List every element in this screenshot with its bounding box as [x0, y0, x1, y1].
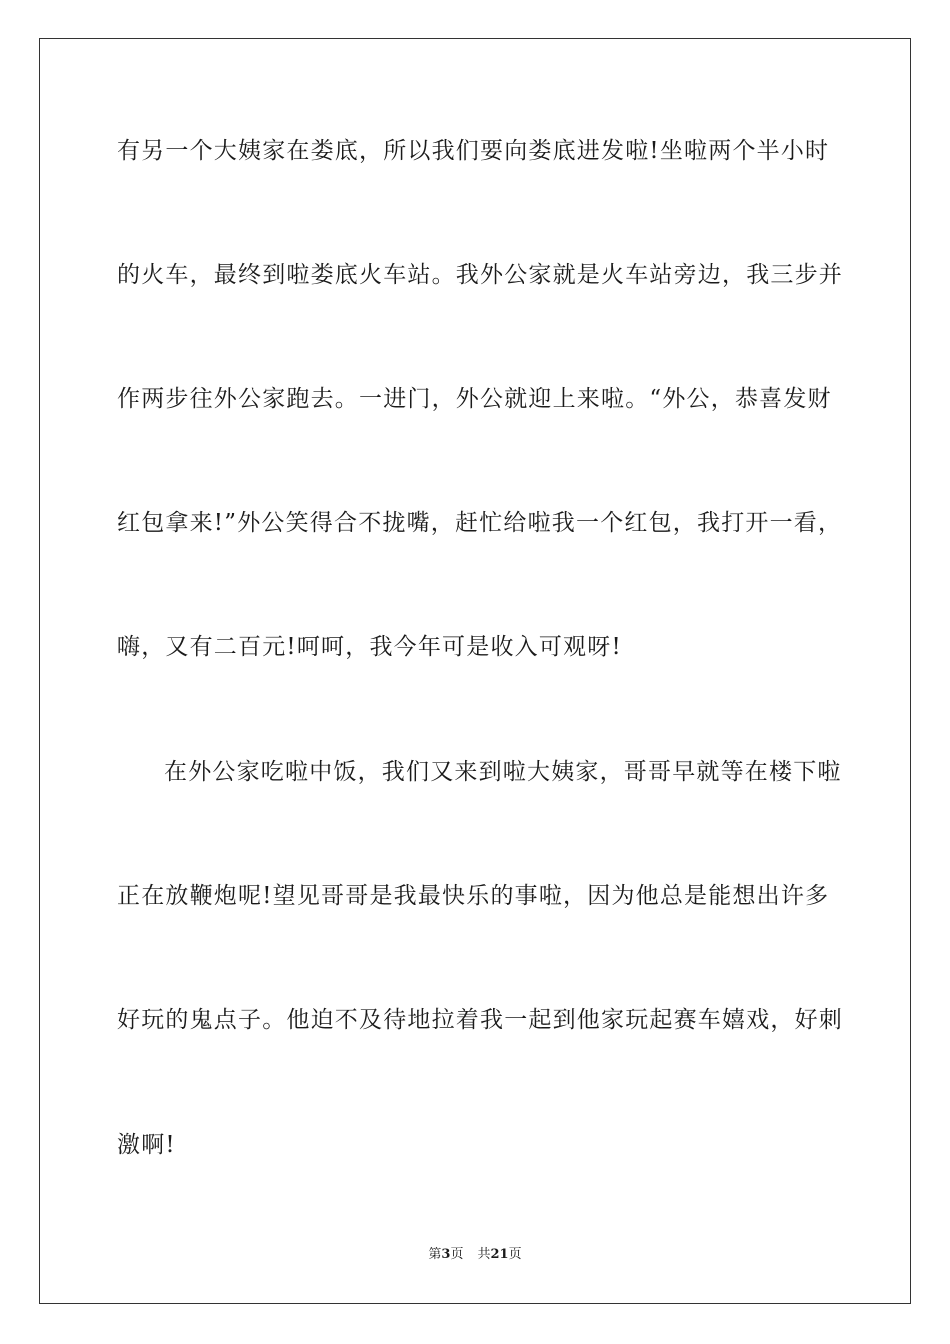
total-label-prefix: 共 [477, 1247, 491, 1262]
text-line-1: 有另一个大姨家在娄底，所以我们要向娄底进发啦!坐啦两个半小时 [117, 138, 830, 164]
page-border [39, 38, 911, 1304]
total-label-suffix: 页 [508, 1247, 522, 1262]
page-label-prefix: 第 [428, 1247, 442, 1262]
page-label-suffix: 页 [450, 1247, 464, 1262]
text-line-4: 红包拿来!”外公笑得合不拢嘴，赶忙给啦我一个红包，我打开一看， [117, 510, 843, 536]
text-line-2: 的火车，最终到啦娄底火车站。我外公家就是火车站旁边，我三步并 [117, 262, 843, 288]
page-number: 3 [441, 1247, 451, 1262]
paragraph-2-first-line: 在外公家吃啦中饭，我们又来到啦大姨家，哥哥早就等在楼下啦 [164, 759, 842, 785]
page-footer [0, 1246, 950, 1264]
total-pages: 21 [490, 1247, 509, 1262]
text-line-8: 好玩的鬼点子。他迫不及待地拉着我一起到他家玩起赛车嬉戏，好刺 [117, 1007, 843, 1033]
text-line-5: 嗨，又有二百元!呵呵，我今年可是收入可观呀! [117, 634, 622, 660]
text-line-3: 作两步往外公家跑去。一进门，外公就迎上来啦。“外公，恭喜发财 [117, 386, 832, 412]
text-line-7: 正在放鞭炮呢!望见哥哥是我最快乐的事啦，因为他总是能想出许多 [117, 883, 830, 909]
text-line-9: 激啊! [117, 1132, 176, 1158]
